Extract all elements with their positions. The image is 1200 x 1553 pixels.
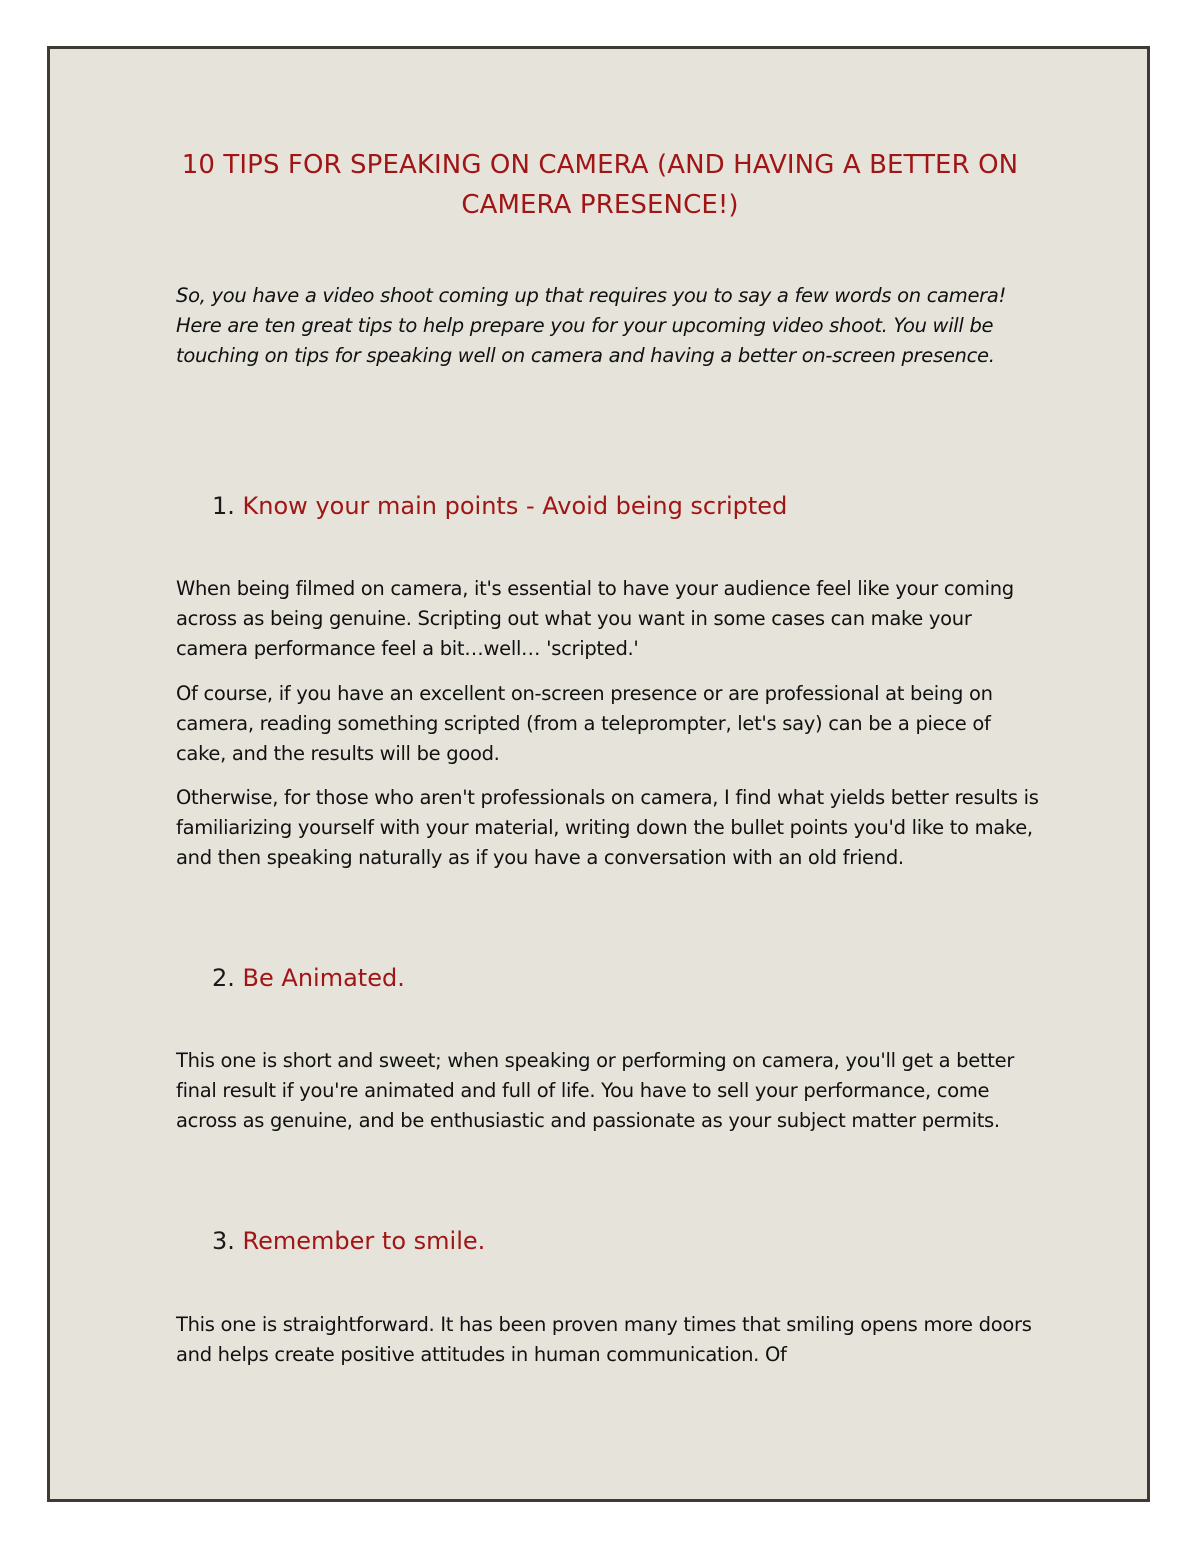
intro-paragraph: So, you have a video shoot coming up that requires you to say a few words on camera! Here are ten great tips to help prepare you for your upcoming video shoot. You will be touching on tips for speaking well on camera and having a better on-screen presence. <box>176 284 1007 367</box>
tip-1-title: Know your main points - Avoid being scripted <box>242 492 788 520</box>
document-title: 10 TIPS FOR SPEAKING ON CAMERA (AND HAVING A BETTER ON CAMERA PRESENCE!) <box>181 150 1019 220</box>
document-page <box>47 46 1150 1502</box>
tip-1-paragraph-1: When being filmed on camera, it's essential to have your audience feel like your coming across as being genuine. Scripting out what you want in some cases can make your camera performance feel a bit…well… 'scripted.' <box>176 577 1014 660</box>
tip-1-number: 1. <box>212 492 235 520</box>
tip-2-heading <box>212 961 405 995</box>
tip-2-title: Be Animated. <box>242 964 405 992</box>
tip-1-paragraph-2: Of course, if you have an excellent on-screen presence or are professional at being on camera, reading something scripted (from a teleprompter, let's say) can be a piece of cake, and the results will be good. <box>176 682 993 765</box>
tip-3-heading <box>212 1224 485 1258</box>
tip-2-number: 2. <box>212 964 235 992</box>
tip-3-paragraph-1: This one is straightforward. It has been proven many times that smiling opens more doors and helps create positive attitudes in human communication. Of <box>176 1313 1032 1366</box>
tip-2-paragraph-1: This one is short and sweet; when speaking or performing on camera, you'll get a better final result if you're animated and full of life. You have to sell your performance, come across as genuine, and be enthusiastic and passionate as your subject matter permits. <box>176 1049 1015 1132</box>
tip-1-heading <box>212 489 787 523</box>
tip-3-number: 3. <box>212 1227 235 1255</box>
tip-1-paragraph-3: Otherwise, for those who aren't professionals on camera, I find what yields better results is familiarizing yourself with your material, writing down the bullet points you'd like to make, and then speaking naturally as if you have a conversation with an old friend. <box>176 786 1039 869</box>
tip-3-title: Remember to smile. <box>242 1227 486 1255</box>
